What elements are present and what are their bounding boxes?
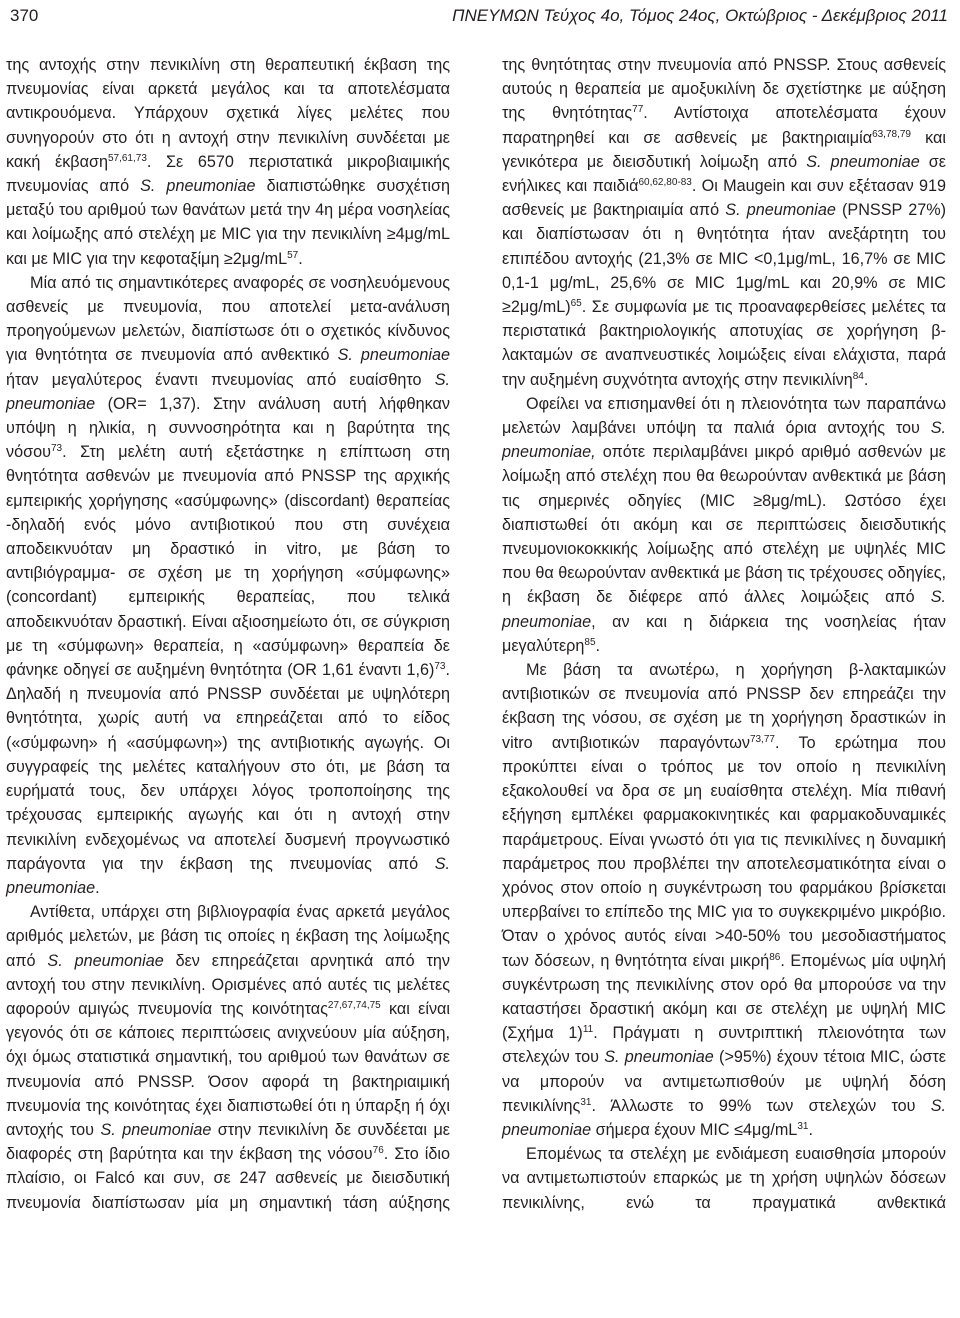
running-header (10, 2, 948, 30)
paragraph: της θνητότητας στην πνευμονία από PNSSP. Στους ασθενείς αυτούς η θεραπεία με αμοξυκιλίνη δε σχετίστηκε με αύξηση της θνητότητας$^{77}$. Αντίστοιχα αποτελέσματα έχουν παρατηρηθεί και σε ασθενείς με βακτηριαιμία$^{63,78,79}$ και γενικότερα με διεισδυτική λοίμωξη από S. pneumoniae σε ενήλικες και παιδιά$^{60,62,80-83}$. Οι Maugein και συν εξέτασαν 919 ασθενείς με βακτηριαιμία από S. pneumoniae (PNSSP 27%) και διαπίστωσαν ότι η θνητότητα ήταν ανεξάρτητη του επιπέδου αντοχής (21,3% σε MIC <0,1μg/mL, 16,7% σε MIC 0,1-1 μg/mL, 25,6% σε MIC 1μg/mL και 20,9% σε MIC ≥2μg/mL)$^{65}$. Σε συμφωνία με τις προαναφερθείσες μελέτες τα περιστατικά βακτηριολογικής αποτυχίας σε χορήγηση β-λακταμών σε αναπνευστικές λοιμώξεις είναι ελάχιστα, παρά την αυξημένη συχνότητα αντοχής στην πενικιλίνη$^{84}$. (502, 56, 947, 389)
page-number: 370 (10, 6, 39, 25)
paragraph: Οφείλει να επισημανθεί ότι η πλειονότητα των παραπάνω μελετών λαμβάνει υπόψη τα παλιά όρια αντοχής του S. pneumoniae, οπότε περιλαμβάνει μικρό αριθμό ασθενών με λοίμωξη από στελέχη που θα θεωρούνταν ανθεκτικά με βάση τις σημερινές οδηγίες (MIC ≥8μg/mL). Ωστόσο έχει διαπιστωθεί ότι ακόμη και σε περιπτώσεις διεισδυτικής πνευμονιοκοκκικής λοίμωξης από στελέχη με υψηλές MIC που θα θεωρούνταν ανθεκτικά με βάση τις τρέχουσες οδηγίες, η έκβαση δε διέφερε από άλλες λοιμώξεις από S. pneumoniae, αν και η διάρκεια της νοσηλείας ήταν μεγαλύτερη$^{85}$. (502, 394, 946, 655)
right-column (502, 53, 946, 1215)
paragraph: Αντίθετα, υπάρχει στη βιβλιογραφία ένας αρκετά μεγάλος αριθμός μελετών, με βάση τις οποίες η έκβαση της λοίμωξης από S. pneumoniae δεν επηρεάζεται αρνητικά από την αντοχή του στην πενικιλίνη. Ορισμένες από αυτές τις μελέτες αφορούν αμιγώς πνευμονία της κοινότητας$^{27,67,74,75}$ και είναι γεγονός ότι σε κάποιες περιπτώσεις ανιχνεύουν μία αύξηση, όχι όμως στατιστικά σημαντική, του αριθμού των θανάτων σε πνευμονία από PNSSP. Όσον αφορά τη βακτηριαιμική πνευμονία της κοινότητας έχει διαπιστωθεί ότι η ύπαρξη ή όχι αντοχής του S. pneumoniae στην πενικιλίνη δε συνδέεται με διαφορές στη βαρύτητα και την έκβαση της νόσου$^{76}$. Στο ίδιο πλαίσιο, οι Falcó και συν, σε 247 ασθενείς με διεισδυτική πνευμονία διαπίστωσαν μία μη σημαντική τάση αύξησης (6, 903, 450, 1212)
paragraph: Μία από τις σημαντικότερες αναφορές σε νοσηλευόμενους ασθενείς με πνευμονία, που αποτελεί μετα-ανάλυση προηγούμενων μελετών, διαπίστωσε ότι ο σχετικός κίνδυνος για θνητότητα σε πνευμονία από ανθεκτικό S. pneumoniae ήταν μεγαλύτερος έναντι πνευμονίας από ευαίσθητο S. pneumoniae (OR= 1,37). Στην ανάλυση αυτή λήφθηκαν υπόψη η ηλικία, η συννοσηρότητα και η βαρύτητα της νόσου$^{73}$. Στη μελέτη αυτή εξετάστηκε η επίπτωση στη θνητότητα ασθενών με πνευμονία από PNSSP της αρχικής εμπειρικής χορήγησης «ασύμφωνης» (discordant) θεραπείας -δηλαδή ενός μόνο αντιβιοτικού που στη συνέχεια αποδεικνυόταν μη δραστικό in vitro, με βάση το αντιβιόγραμμα- σε σχέση με τη χορήγηση «σύμφωνης» (concordant) εμπειρικής θεραπείας, που τελικά αποδεικνυόταν δραστική. Είναι αξιοσημείωτο ότι, σε σύγκριση με τη «σύμφωνη» θεραπεία, η «ασύμφωνη» θεραπεία δε φάνηκε οδηγεί σε αυξημένη θνητότητα (OR 1,61 έναντι 1,6)$^{73}$. Δηλαδή η πνευμονία από PNSSP συνδέεται με υψηλότερη θνητότητα, χωρίς αυτή να επηρεάζεται από το είδος («σύμφωνη» ή «ασύμφωνη») της αντιβιοτικής αγωγής. Οι συγγραφείς της μελέτες καταλήγουν στο ότι, με βάση τα ευρήματά τους, δεν υπάρχει λόγος τροποποίησης της τρέχουσας εμπειρικής αγωγής και ότι η αντοχή στην πενικιλίνη ενδεχομένως να αποτελεί δυσμενή προγνωστικό παράγοντα για την έκβαση της πνευμονίας από S. pneumoniae. (6, 273, 450, 897)
journal-title: ΠΝΕΥΜΩΝ Τεύχος 4ο, Τόμος 24ος, Οκτώβριος - Δεκέμβριος 2011 (452, 6, 948, 25)
paragraph: Με βάση τα ανωτέρω, η χορήγηση β-λακταμικών αντιβιοτικών σε πνευμονία από PNSSP δεν επηρεάζει την έκβαση της νόσου, σε σχέση με τη χορήγηση δραστικών in vitro αντιβιοτικών παραγόντων$^{73,77}$. Το ερώτημα που προκύπτει είναι ο τρόπος με τον οποίο η πενικιλίνη εξακολουθεί να δρα σε μη ευαίσθητα στελέχη. Μία πιθανή εξήγηση εμπλέκει φαρμακοκινητικές και φαρμακοδυναμικές παράμετρους. Είναι γνωστό ότι για τις πενικιλίνες η δυναμική παράμετρος που προβλέπει την αποτελεσματικότητα είναι ο χρόνος στον οποίο η συγκέντρωση του φαρμάκου βρίσκεται υπερβαίνει το επίπεδο της MIC για το συγκεκριμένο μικρόβιο. Όταν ο χρόνος αυτός είναι >40-50% του μεσοδιαστήματος των δόσεων, η θνητότητα είναι μικρή$^{86}$. Επομένως μία υψηλή συγκέντρωση της πενικιλίνης στον ορό θα μπορούσε να την καταστήσει δραστική ακόμη και σε στελέχη με υψηλή MIC (Σχήμα 1)$^{11}$. Πράγματι η συντριπτική πλειονότητα των στελεχών του S. pneumoniae (>95%) έχουν τέτοια MIC, ώστε να μπορούν να αντιμετωπισθούν με υψηλή δόση πενικιλίνης$^{31}$. Άλλωστε το 99% των στελεχών του S. pneumoniae σήμερα έχουν MIC $\le 4\mu g/mL^{31}$. (502, 661, 946, 1139)
paragraph: Επομένως τα στελέχη με ενδιάμεση ευαισθησία μπορούν να αντιμετωπιστούν επαρκώς με τη χρήση υψηλών δόσεων πενικιλίνης, ενώ τα πραγματικά ανθεκτικά (502, 1145, 946, 1212)
left-column (6, 53, 450, 1215)
paragraph: της αντοχής στην πενικιλίνη στη θεραπευτική έκβαση της πνευμονίας είναι αρκετά μεγάλος και τα αποτελέσματα αντικρουόμενα. Υπάρχουν σχετικά λίγες μελέτες που συνηγορούν στο ότι η αντοχή στην πενικιλίνη συνδέεται με κακή έκβαση$^{57,61,73}$. Σε 6570 περιστατικά μικροβιαιμικής πνευμονίας από S. pneumoniae διαπιστώθηκε συσχέτιση μεταξύ του αριθμού των θανάτων μετά την 4η μέρα νοσηλείας και λοίμωξης από στελέχη με MIC για την πενικιλίνη ≥4μg/mL και με MIC για την $\kappa\varepsilon\varphi o\tau\alpha\xi ί\mu\eta \ge 2\mu g/mL^{57}$. (6, 56, 450, 268)
